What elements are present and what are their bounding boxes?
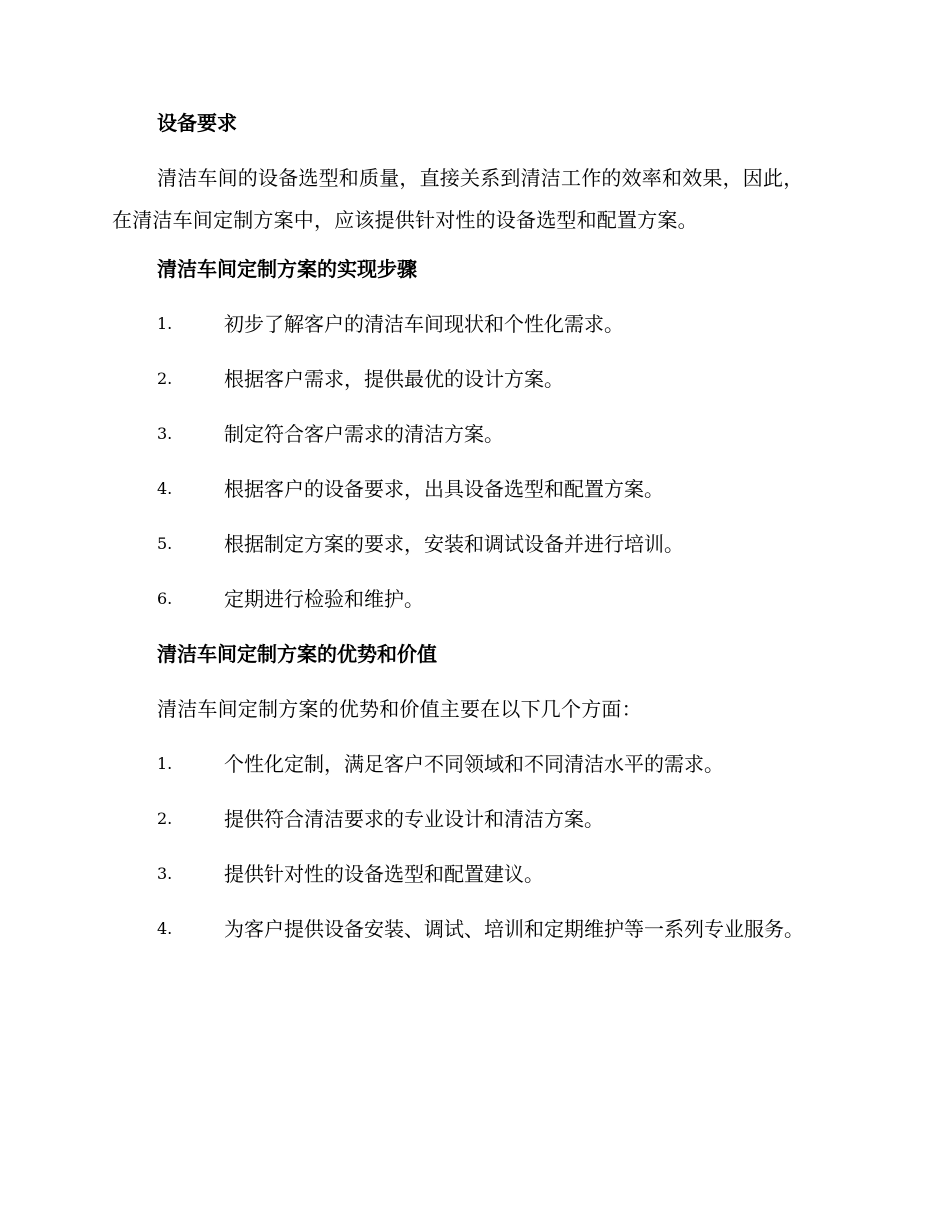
list-item-text: 提供针对性的设备选型和配置建议。 [224, 862, 544, 886]
list-item [112, 474, 812, 504]
list-item-number: 5. [157, 534, 173, 553]
list-item [112, 364, 812, 394]
advantages-list [112, 749, 812, 950]
list-item [112, 419, 812, 449]
list-item-number: 2. [157, 809, 173, 828]
advantages-intro: 清洁车间定制方案的优势和价值主要在以下几个方面： [157, 697, 642, 721]
list-item-number: 6. [157, 589, 173, 608]
list-item [112, 749, 812, 779]
list-item-number: 3. [157, 864, 173, 883]
equipment-paragraph: 清洁车间的设备选型和质量，直接关系到清洁工作的效率和效果，因此，在清洁车间定制方案中，应该提供针对性的设备选型和配置方案。 [112, 166, 804, 232]
list-item-number: 1. [157, 754, 173, 773]
list-item [112, 804, 812, 834]
list-item-text: 初步了解客户的清洁车间现状和个性化需求。 [224, 312, 624, 336]
steps-list [112, 309, 812, 614]
advantages-heading: 清洁车间定制方案的优势和价值 [157, 642, 437, 666]
list-item-text: 定期进行检验和维护。 [224, 587, 424, 611]
list-item-number: 1. [157, 314, 173, 333]
list-item [112, 529, 812, 559]
list-item-number: 2. [157, 369, 173, 388]
list-item [112, 859, 812, 889]
list-item-text: 根据客户的设备要求，出具设备选型和配置方案。 [224, 477, 664, 501]
list-item-number: 4. [157, 479, 173, 498]
list-item-number: 3. [157, 424, 173, 443]
list-item [112, 309, 812, 339]
steps-heading: 清洁车间定制方案的实现步骤 [157, 257, 417, 281]
list-item-text: 个性化定制，满足客户不同领域和不同清洁水平的需求。 [224, 752, 724, 776]
list-item-text: 为客户提供设备安装、调试、培训和定期维护等一系列专业服务。 [224, 917, 804, 941]
list-item [112, 584, 812, 614]
document-body [112, 108, 812, 975]
list-item [112, 908, 812, 950]
list-item-text: 根据客户需求，提供最优的设计方案。 [224, 367, 564, 391]
list-item-text: 制定符合客户需求的清洁方案。 [224, 422, 504, 446]
equipment-heading: 设备要求 [157, 111, 237, 135]
list-item-text: 提供符合清洁要求的专业设计和清洁方案。 [224, 807, 604, 831]
list-item-text: 根据制定方案的要求，安装和调试设备并进行培训。 [224, 532, 684, 556]
list-item-number: 4. [157, 919, 173, 938]
